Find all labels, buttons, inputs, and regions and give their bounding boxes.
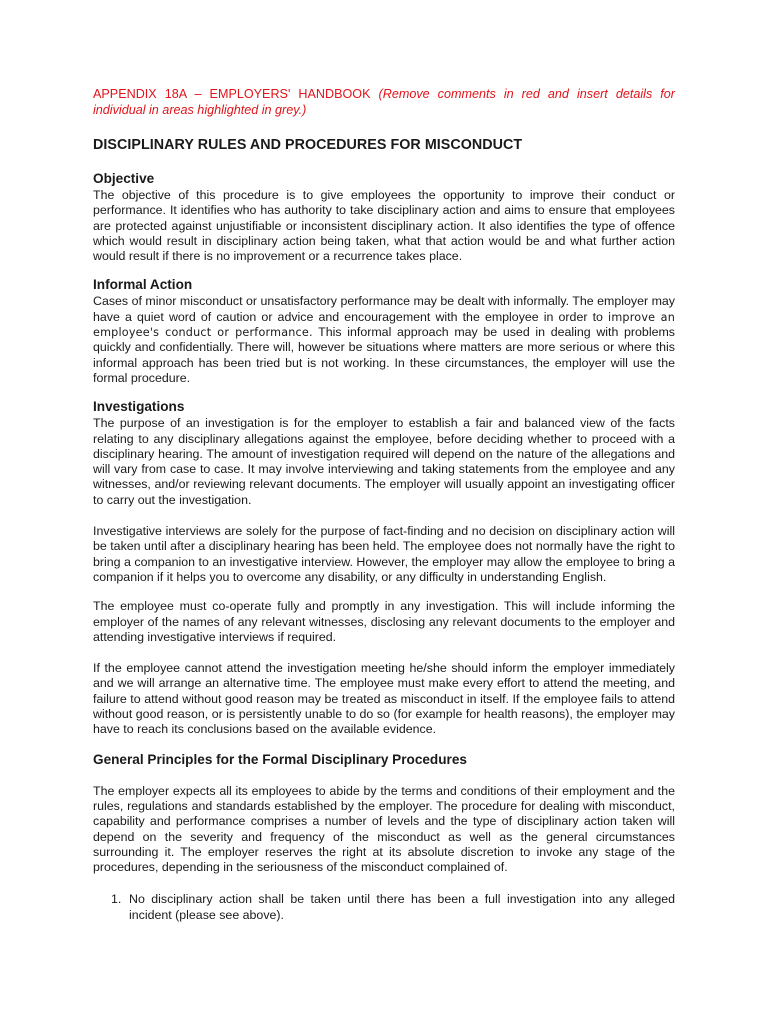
objective-paragraph: The objective of this procedure is to give employees the opportunity to improve their conduct or performance. It identifies who has authority to take disciplinary action and aims to ensure that employees are protected against unjustifiable or inconsistent disciplinary action. It also identifies the type of offence which would result in disciplinary action being taken, what that action would be and what further action would result if there is no improvement or a recurrence takes place. [93,188,675,264]
appendix-label: APPENDIX 18A – EMPLOYERS' HANDBOOK [93,87,371,101]
section-heading-investigations: Investigations [93,399,185,415]
appendix-comment: (Remove comments in red and insert details for individual in areas highlighted in grey.) [93,87,675,117]
section-informal-action [93,277,675,386]
informal-text-part2: improve an employee's conduct or performance. [93,310,675,340]
investigations-paragraph-2: Investigative interviews are solely for the purpose of fact-finding and no decision on disciplinary action will be taken until after a disciplinary hearing has been held. The employee does not normally have the right to bring a companion to an investigative interview. However, the employer may allow the employee to bring a companion if it helps you to overcome any disability, or any difficulty in understanding English. [93,524,675,584]
principles-list [93,892,675,923]
list-item [93,892,675,923]
section-general-principles [93,752,675,923]
section-heading-objective: Objective [93,171,155,186]
section-investigations [93,399,675,737]
section-heading-informal-action: Informal Action [93,277,193,293]
investigations-paragraph-3: The employee must co-operate fully and promptly in any investigation. This will include informing the employer of the names of any relevant witnesses, disclosing any relevant documents to the employer and attending investigative interviews if required. [93,599,675,644]
section-objective [93,171,675,264]
appendix-header [93,87,675,118]
investigations-paragraph-1: The purpose of an investigation is for the employer to establish a fair and balanced view of the facts relating to any disciplinary allegations against the employee, before deciding whether to proceed with a disciplinary hearing. The amount of investigation required will depend on the nature of the allegations and will vary from case to case. It may involve interviewing and taking statements from the employee and any witnesses, and/or reviewing relevant documents. The employer will usually appoint an investigating officer to carry out the investigation. [93,416,675,507]
list-item-text: No disciplinary action shall be taken until there has been a full investigation into any alleged incident (please see above). [129,892,675,922]
section-heading-general-principles: General Principles for the Formal Disciplinary Procedures [93,751,467,767]
investigations-paragraph-4: If the employee cannot attend the investigation meeting he/she should inform the employer immediately and we will arrange an alternative time. The employee must make every effort to attend the meeting, and failure to attend without good reason may be treated as misconduct in itself. If the employee fails to attend without good reason, or is persistently unable to do so (for example for health reasons), the employer may have to reach its conclusions based on the available evidence. [93,661,675,737]
general-principles-paragraph: The employer expects all its employees to abide by the terms and conditions of their employment and the rules, regulations and standards established by the employer. The procedure for dealing with misconduct, capability and performance comprises a number of levels and the type of disciplinary action taken will depend on the severity and frequency of the misconduct as well as the general circumstances surrounding it. The employer reserves the right at its absolute discretion to invoke any stage of the procedures, depending in the seriousness of the misconduct complained of. [93,783,675,875]
list-item-number: 1. [111,892,122,907]
document-title: DISCIPLINARY RULES AND PROCEDURES FOR MISCONDUCT [93,137,523,153]
informal-action-paragraph [93,294,675,386]
informal-text-part1: Cases of minor misconduct or unsatisfactory performance may be dealt with informally. The employer may have a quiet word of caution or advice and encouragement with the employee in order to [93,294,675,324]
document-page [93,87,675,923]
informal-text-part3: This informal approach may be used in dealing with problems quickly and confidentially. There will, however be situations where matters are more serious or where this informal approach has been tried but is not working. In these circumstances, the employer will use the formal procedure. [93,325,675,385]
